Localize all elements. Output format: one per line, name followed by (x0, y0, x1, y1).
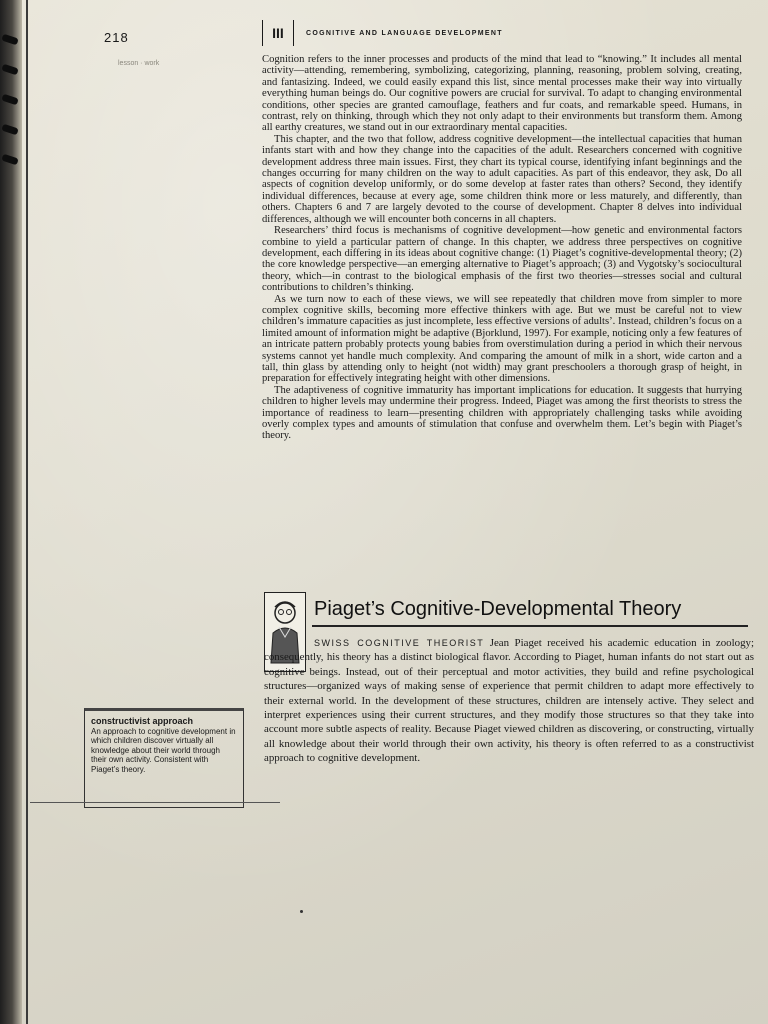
intro-paragraph: This chapter, and the two that follow, address cognitive development—the intellectual capacities that human infants start with and how they change into the capacities of the adult. Researchers concerned with cognitive development address three main issues. First, they chart its typical course, identifying infant beginnings and the changes occurring for many children on the way to adult capacities. As part of this endeavor, they ask, Do all aspects of cognition develop uniformly, or do some develop at faster rates than others? Second, they identify individual differences, because at every age, some children think more or less maturely, and differently, than others. Chapters 6 and 7 are largely devoted to the course of development. Chapter 8 delves into individual differences, although we will encounter both concerns in all chapters. (262, 133, 742, 225)
section-text (264, 636, 754, 766)
binder-hole (1, 64, 18, 76)
intro-text (262, 54, 742, 442)
definition-text: An approach to cognitive development in which children discover virtually all knowledge about their world through their own activity. Consistent with Piaget’s theory. (91, 726, 236, 774)
definition-term: constructivist approach (91, 716, 194, 726)
lead-in-caps: SWISS COGNITIVE THEORIST (314, 638, 485, 648)
intro-paragraph: Cognition refers to the inner processes and products of the mind that lead to “knowing.” It includes all mental activity—attending, remembering, symbolizing, categorizing, planning, reasoning, problem solving, creating, and fantasizing. Indeed, we could easily expand this list, since mental processes make their way into virtually everything human beings do. Our cognitive powers are crucial for survival. To adapt to changing environmental conditions, other species are granted camouflage, feathers and fur coats, and remarkable speed. Humans, in contrast, rely on thinking, through which they not only adapt to their environments but transform them. Among all earthy creatures, we stand out in our extraordinary mental capacities. (262, 54, 742, 134)
running-head: COGNITIVE AND LANGUAGE DEVELOPMENT (306, 30, 503, 37)
intro-paragraph: Researchers’ third focus is mechanisms of cognitive development—how genetic and environmental factors combine to yield a particular pattern of change. In this chapter, we address three perspectives on cognitive development, each differing in its ideas about cognitive change: (1) Piaget’s cognitive-developmental theory; (2) the core knowledge perspective—an emerging alternative to Piaget’s approach; (3) and Vygotsky’s sociocultural theory, which—in contrast to the biological emphasis of the first two theories—stresses social and cultural contributions to children’s thinking. (262, 225, 742, 294)
ink-dot (300, 910, 303, 913)
intro-paragraph: As we turn now to each of these views, we will see repeatedly that children move from simpler to more complex cognitive skills, becoming more effective thinkers with age. But we must be careful not to view children’s immature capacities as just incomplete, less effective versions of adults’. Instead, children’s focus on a limited amount of information might be adaptive (Bjorklund, 1997). For example, noticing only a few features of an intricate pattern probably protects young babies from overstimulation during a period in which their nervous systems cannot yet handle much complexity. And comparing the amount of milk in a short, wide carton and a tall, thin glass by attending only to height (not width) may grant preschoolers a thorough grasp of height, in preparation for effectively integrating height with other dimensions. (262, 293, 742, 385)
margin-note: lesson · work (118, 60, 160, 67)
section-title: Piaget’s Cognitive-Developmental Theory (314, 598, 682, 620)
title-rule (312, 625, 748, 627)
binder-hole (1, 124, 18, 136)
definition-box (84, 708, 244, 808)
binder-hole (1, 34, 18, 46)
section-body: Jean Piaget received his academic education in zoology; consequently, his theory has a distinct biological flavor. According to Piaget, human infants do not start out as cognitive beings. Instead, out of their perceptual and motor activities, they build and refine psychological structures—organized ways of making sense of experience that permit children to adapt more effectively to their external world. In the development of these structures, children are intensely active. They select and interpret experiences using their current structures, and they modify those structures so that they take into account more subtle aspects of reality. Because Piaget viewed children as discovering, or constructing, virtually all knowledge about their world through their own activity, his theory is often referred to as a constructivist approach to cognitive development. (264, 637, 754, 765)
binder-hole (1, 94, 18, 106)
intro-paragraph: The adaptiveness of cognitive immaturity has important implications for education. It suggests that hurrying children to higher levels may undermine their progress. Indeed, Piaget was among the first theorists to stress the importance of readiness to learn—presenting children with appropriately challenging tasks while avoiding overly complex types and amounts of stimulation that confuse and overwhelm them. Let’s begin with Piaget’s theory. (262, 384, 742, 442)
part-number: III (262, 20, 294, 46)
binder-edge (0, 0, 22, 1024)
binder-hole (1, 154, 18, 166)
page-number: 218 (104, 30, 129, 45)
margin-line (26, 0, 28, 1024)
margin-rule (30, 802, 280, 803)
